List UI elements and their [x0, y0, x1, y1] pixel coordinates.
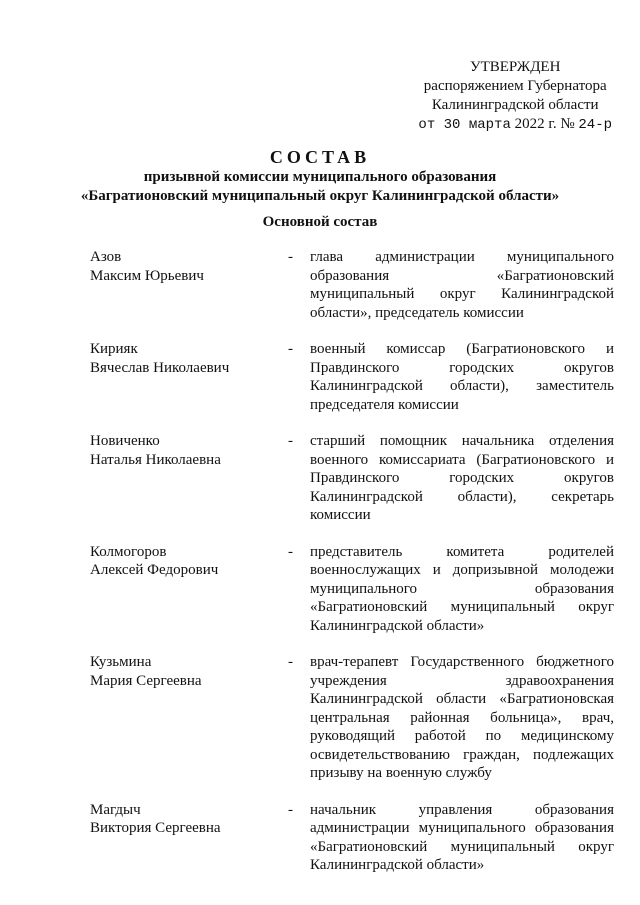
- member-role: военный комиссар (Багратионовского и Правдинского городских округов Калининградской области), заместитель председателя комиссии: [310, 341, 614, 413]
- member-name: [90, 340, 288, 414]
- document-title: [0, 146, 640, 206]
- member-surname: Кузьмина: [90, 654, 152, 670]
- member-given-name: Алексей Федорович: [90, 562, 219, 578]
- member-surname: Новиченко: [90, 433, 160, 449]
- member-dash: -: [288, 543, 293, 560]
- member-row: [90, 432, 614, 525]
- member-surname: Колмогоров: [90, 543, 167, 560]
- member-given-name: Наталья Николаевна: [90, 451, 221, 468]
- member-role: глава администрации муниципального образования «Багратионовский муниципальный округ Калининградской области», председатель комиссии: [310, 249, 614, 321]
- member-dash: -: [288, 654, 293, 670]
- member-dash: -: [288, 341, 293, 357]
- approval-prefix: от: [418, 117, 444, 133]
- member-name: [90, 248, 288, 322]
- title-line-1: призывной комиссии муниципального образования: [143, 169, 497, 185]
- member-row: [90, 653, 614, 783]
- member-given-name: Вячеслав Николаевич: [90, 359, 230, 376]
- member-surname: Кирияк: [90, 341, 138, 357]
- member-row: [90, 543, 614, 636]
- member-dash: -: [288, 433, 293, 449]
- approval-number: 24-р: [578, 117, 612, 133]
- approval-line-1: распоряжением Губернатора: [423, 78, 607, 94]
- member-row: [90, 801, 614, 875]
- member-surname: Магдыч: [90, 801, 141, 818]
- members-list: [90, 248, 614, 875]
- member-name: [90, 543, 288, 636]
- member-row: [90, 340, 614, 414]
- approval-date-line: [418, 115, 612, 135]
- section-title: Основной состав: [262, 214, 378, 230]
- member-dash: -: [288, 801, 293, 818]
- approval-block: [418, 58, 612, 135]
- member-given-name: Мария Сергеевна: [90, 672, 202, 689]
- member-dash: -: [288, 249, 293, 265]
- approval-heading: УТВЕРЖДЕН: [469, 59, 561, 75]
- approval-year: 2022 г. №: [514, 116, 575, 132]
- title-line-2: «Багратионовский муниципальный округ Калининградской области»: [80, 188, 560, 204]
- member-row: [90, 248, 614, 322]
- approval-date: 30 марта: [443, 117, 511, 133]
- member-surname: Азов: [90, 249, 122, 265]
- member-name: [90, 432, 288, 525]
- member-role: врач-терапевт Государственного бюджетного учреждения здравоохранения Калининградской области «Багратионовская центральная районная больница», врач, руководящий работой по медицинскому освидетельствованию граждан, подлежащих призыву на военную службу: [310, 654, 614, 781]
- member-given-name: Виктория Сергеевна: [90, 820, 221, 836]
- member-given-name: Максим Юрьевич: [90, 267, 204, 284]
- member-name: [90, 801, 288, 875]
- title-main: СОСТАВ: [269, 147, 371, 167]
- approval-line-2: Калининградской области: [431, 97, 599, 113]
- member-role: начальник управления образования администрации муниципального образования «Багратионовский муниципальный округ Калининградской области»: [310, 801, 614, 873]
- member-role: представитель комитета родителей военнослужащих и допризывной молодежи муниципального образования «Багратионовский муниципальный округ Калининградской области»: [310, 543, 614, 634]
- member-name: [90, 653, 288, 783]
- member-role: старший помощник начальника отделения военного комиссариата (Багратионовского и Правдинского городских округов Калининградской области), секретарь комиссии: [310, 433, 614, 523]
